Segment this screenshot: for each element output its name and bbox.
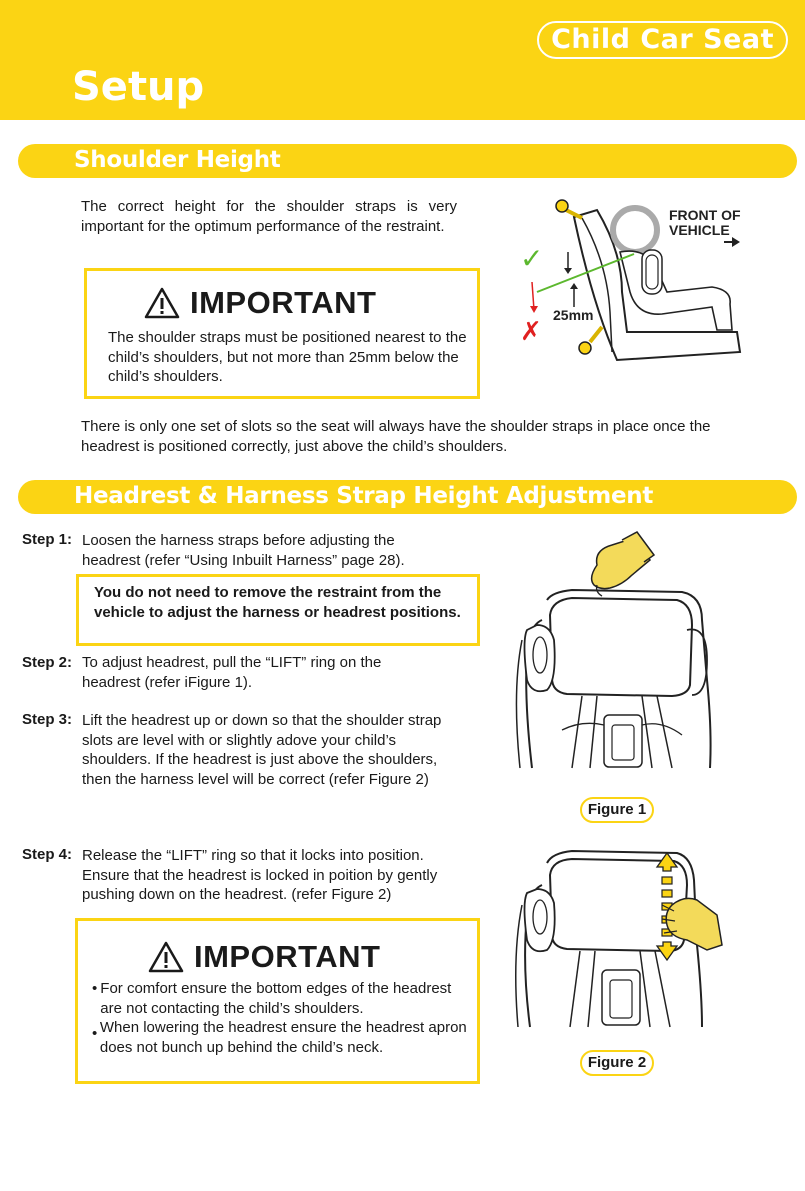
callout-text: You do not need to remove the restraint from the vehicle to adjust the harness or headrest positions. — [94, 584, 461, 621]
important-heading — [148, 939, 380, 975]
section-bar-shoulder-height — [18, 144, 797, 178]
measure-label: 25mm — [553, 307, 594, 323]
step-1-label: Step 1: — [22, 531, 73, 548]
warning-icon — [148, 941, 184, 973]
bullet-item — [92, 979, 467, 1018]
section-bar-headrest — [18, 480, 797, 514]
important-title: IMPORTANT — [194, 939, 381, 974]
callout-box — [76, 574, 480, 646]
bullet-text: For comfort ensure the bottom edges of the headrest are not contacting the child’s shoulders. — [100, 980, 452, 1017]
step-3-label: Step 3: — [22, 711, 73, 728]
shoulder-intro: The correct height for the shoulder straps is very important for the optimum performance of the restraint. — [81, 198, 457, 235]
important-box-shoulder — [84, 268, 480, 399]
page-title: Setup — [72, 64, 205, 110]
bullet-text: When lowering the headrest ensure the headrest apron does not bunch up behind the child’s neck. — [99, 1019, 467, 1056]
figure-1-illustration — [512, 530, 717, 770]
child-head — [613, 208, 657, 252]
step-4-text: Release the “LIFT” ring so that it locks into position. Ensure that the headrest is locked in poition by gently pushing down on the headrest. (refer Figure 2) — [82, 847, 438, 903]
child-body — [620, 251, 732, 330]
figure-1-label: Figure 1 — [580, 797, 654, 823]
front-label-line2: VEHICLE — [669, 222, 730, 238]
warning-icon — [144, 287, 180, 319]
step-3-text: Lift the headrest up or down so that the shoulder strap slots are level with or slightly adove your child’s shoulders. If the headrest is just above the shoulders, then the harness level will be correct (refer Figure 2) — [82, 712, 442, 788]
important-text: The shoulder straps must be positioned nearest to the child’s shoulders, but not more than 25mm below the child’s shoulders. — [108, 329, 467, 385]
cross-icon: ✗ — [520, 317, 542, 347]
important-box-headrest — [75, 918, 480, 1084]
anchor-top — [556, 200, 568, 212]
section-heading: Headrest & Harness Strap Height Adjustment — [74, 483, 654, 509]
figure-2-illustration — [512, 845, 727, 1030]
figure-2-label: Figure 2 — [580, 1050, 654, 1076]
important-title: IMPORTANT — [190, 285, 377, 320]
section-heading: Shoulder Height — [74, 147, 281, 173]
brand-badge: Child Car Seat — [537, 21, 788, 59]
anchor-bottom — [579, 342, 591, 354]
bullet-item — [92, 1018, 467, 1057]
check-icon: ✓ — [520, 242, 544, 275]
step-2-label: Step 2: — [22, 654, 73, 671]
bullet-dot: • — [92, 1025, 98, 1042]
step-4-label: Step 4: — [22, 846, 73, 863]
bullet-dot: • — [92, 980, 98, 997]
shoulder-note: There is only one set of slots so the seat will always have the shoulder straps in place once the headrest is positioned correctly, just above the child’s shoulders. — [81, 418, 711, 455]
step-1-text: Loosen the harness straps before adjusting the headrest (refer “Using Inbuilt Harness” page 28). — [82, 532, 405, 569]
headrest — [550, 598, 692, 696]
belt-bottom — [590, 327, 602, 342]
shoulder-height-diagram — [512, 192, 747, 372]
important-heading — [144, 285, 376, 321]
important-bullets — [92, 979, 467, 1057]
front-arrow-icon — [732, 237, 740, 247]
front-label-line1: FRONT OF — [669, 207, 741, 223]
step-2-text: To adjust headrest, pull the “LIFT” ring on the headrest (refer iFigure 1). — [82, 654, 382, 691]
